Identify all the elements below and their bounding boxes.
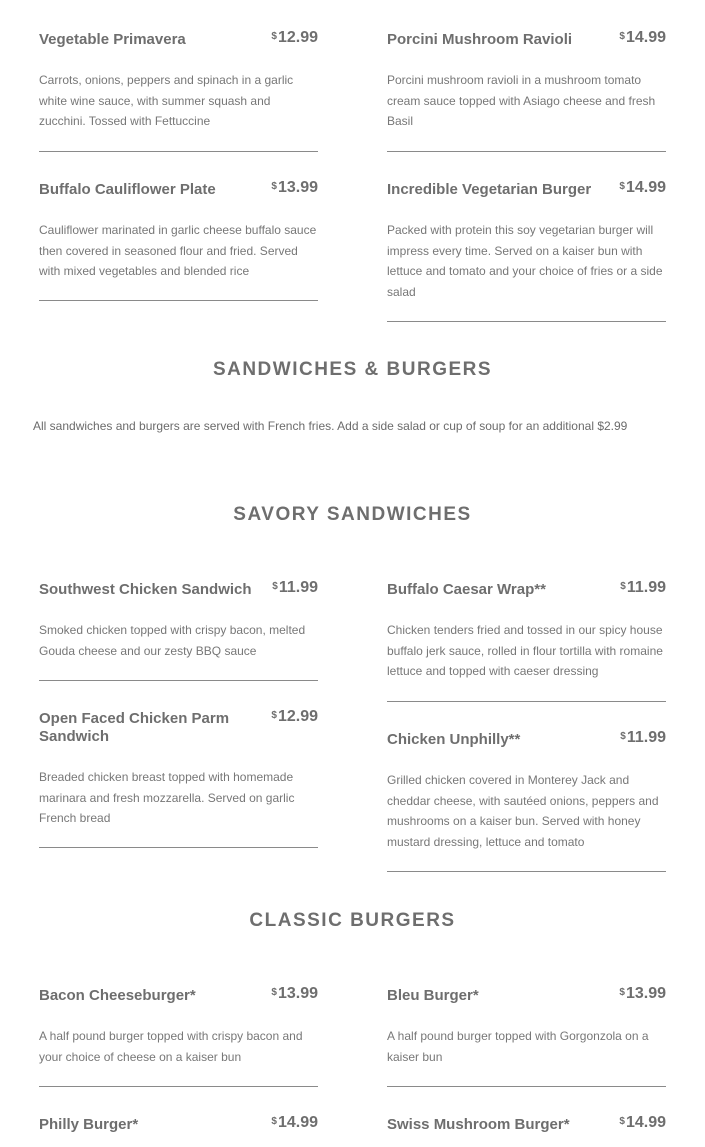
- item-name: Chicken Unphilly**: [387, 731, 521, 748]
- menu-item: [387, 181, 666, 302]
- item-price: $14.99: [619, 1114, 666, 1131]
- menu-item: [39, 1116, 318, 1134]
- item-price: $13.99: [271, 179, 318, 196]
- item-description: Porcini mushroom ravioli in a mushroom tomato cream sauce topped with Asiago cheese and fresh Basil: [387, 73, 656, 128]
- item-description: Breaded chicken breast topped with homemade marinara and fresh mozzarella. Served on garlic French bread: [39, 770, 295, 825]
- section-title: CLASSIC BURGERS: [249, 910, 456, 931]
- section-note: All sandwiches and burgers are served with French fries. Add a side salad or cup of soup for an additional $2.99: [33, 419, 628, 433]
- menu-item: [39, 181, 318, 282]
- menu-item: [387, 731, 666, 852]
- divider: [387, 701, 666, 702]
- item-name: Open Faced Chicken Parm Sandwich: [39, 710, 230, 745]
- item-price: $14.99: [271, 1114, 318, 1131]
- menu-item: [387, 1116, 666, 1134]
- item-name: Buffalo Cauliflower Plate: [39, 181, 216, 198]
- item-name: Vegetable Primavera: [39, 31, 186, 48]
- menu-item: [39, 31, 318, 132]
- item-description: A half pound burger topped with crispy bacon and your choice of cheese on a kaiser bun: [39, 1029, 303, 1064]
- divider: [387, 321, 666, 322]
- item-name: Porcini Mushroom Ravioli: [387, 31, 573, 48]
- item-price: $13.99: [619, 985, 666, 1002]
- item-price: $12.99: [271, 708, 318, 725]
- item-price: $11.99: [272, 579, 318, 596]
- item-price: $14.99: [619, 179, 666, 196]
- item-name: Swiss Mushroom Burger*: [387, 1116, 570, 1133]
- item-name: Bleu Burger*: [387, 987, 479, 1004]
- section-title: SAVORY SANDWICHES: [233, 504, 472, 525]
- menu-item: [39, 987, 318, 1067]
- item-description: Grilled chicken covered in Monterey Jack and cheddar cheese, with sautéed onions, peppers and mushrooms on a kaiser bun. Served with honey mustard dressing, lettuce and tomato: [387, 773, 659, 849]
- item-description: Smoked chicken topped with crispy bacon, melted Gouda cheese and our zesty BBQ sauce: [39, 623, 306, 658]
- item-description: Packed with protein this soy vegetarian burger will impress every time. Served on a kaiser bun with lettuce and tomato and your choice of fries or a side salad: [387, 223, 663, 299]
- menu-item: [387, 987, 666, 1067]
- section-title: SANDWICHES & BURGERS: [212, 359, 493, 380]
- item-name: Buffalo Caesar Wrap**: [387, 581, 546, 598]
- divider: [39, 151, 318, 152]
- menu-item: [39, 581, 318, 661]
- menu-item: [387, 581, 666, 682]
- item-price: $13.99: [271, 985, 318, 1002]
- item-price: $11.99: [620, 579, 666, 596]
- item-name: Philly Burger*: [39, 1116, 139, 1133]
- divider: [39, 680, 318, 681]
- divider: [387, 1086, 666, 1087]
- divider: [387, 151, 666, 152]
- menu-item: [387, 31, 666, 132]
- item-price: $12.99: [271, 29, 318, 46]
- item-name: Southwest Chicken Sandwich: [39, 581, 252, 598]
- item-price: $11.99: [620, 729, 666, 746]
- divider: [39, 1086, 318, 1087]
- divider: [39, 847, 318, 848]
- divider: [387, 871, 666, 872]
- item-name: Bacon Cheeseburger*: [39, 987, 196, 1004]
- item-price: $14.99: [619, 29, 666, 46]
- item-description: Carrots, onions, peppers and spinach in a garlic white wine sauce, with summer squash and zucchini. Tossed with Fettuccine: [39, 73, 294, 128]
- item-name: Incredible Vegetarian Burger: [387, 181, 592, 198]
- divider: [39, 300, 318, 301]
- menu-item: [39, 710, 318, 829]
- item-description: Chicken tenders fried and tossed in our spicy house buffalo jerk sauce, rolled in flour tortilla with romaine lettuce and topped with caeser dressing: [387, 623, 663, 678]
- item-description: A half pound burger topped with Gorgonzola on a kaiser bun: [387, 1029, 649, 1064]
- item-description: Cauliflower marinated in garlic cheese buffalo sauce then covered in seasoned flour and fried. Served with mixed vegetables and blended rice: [39, 223, 317, 278]
